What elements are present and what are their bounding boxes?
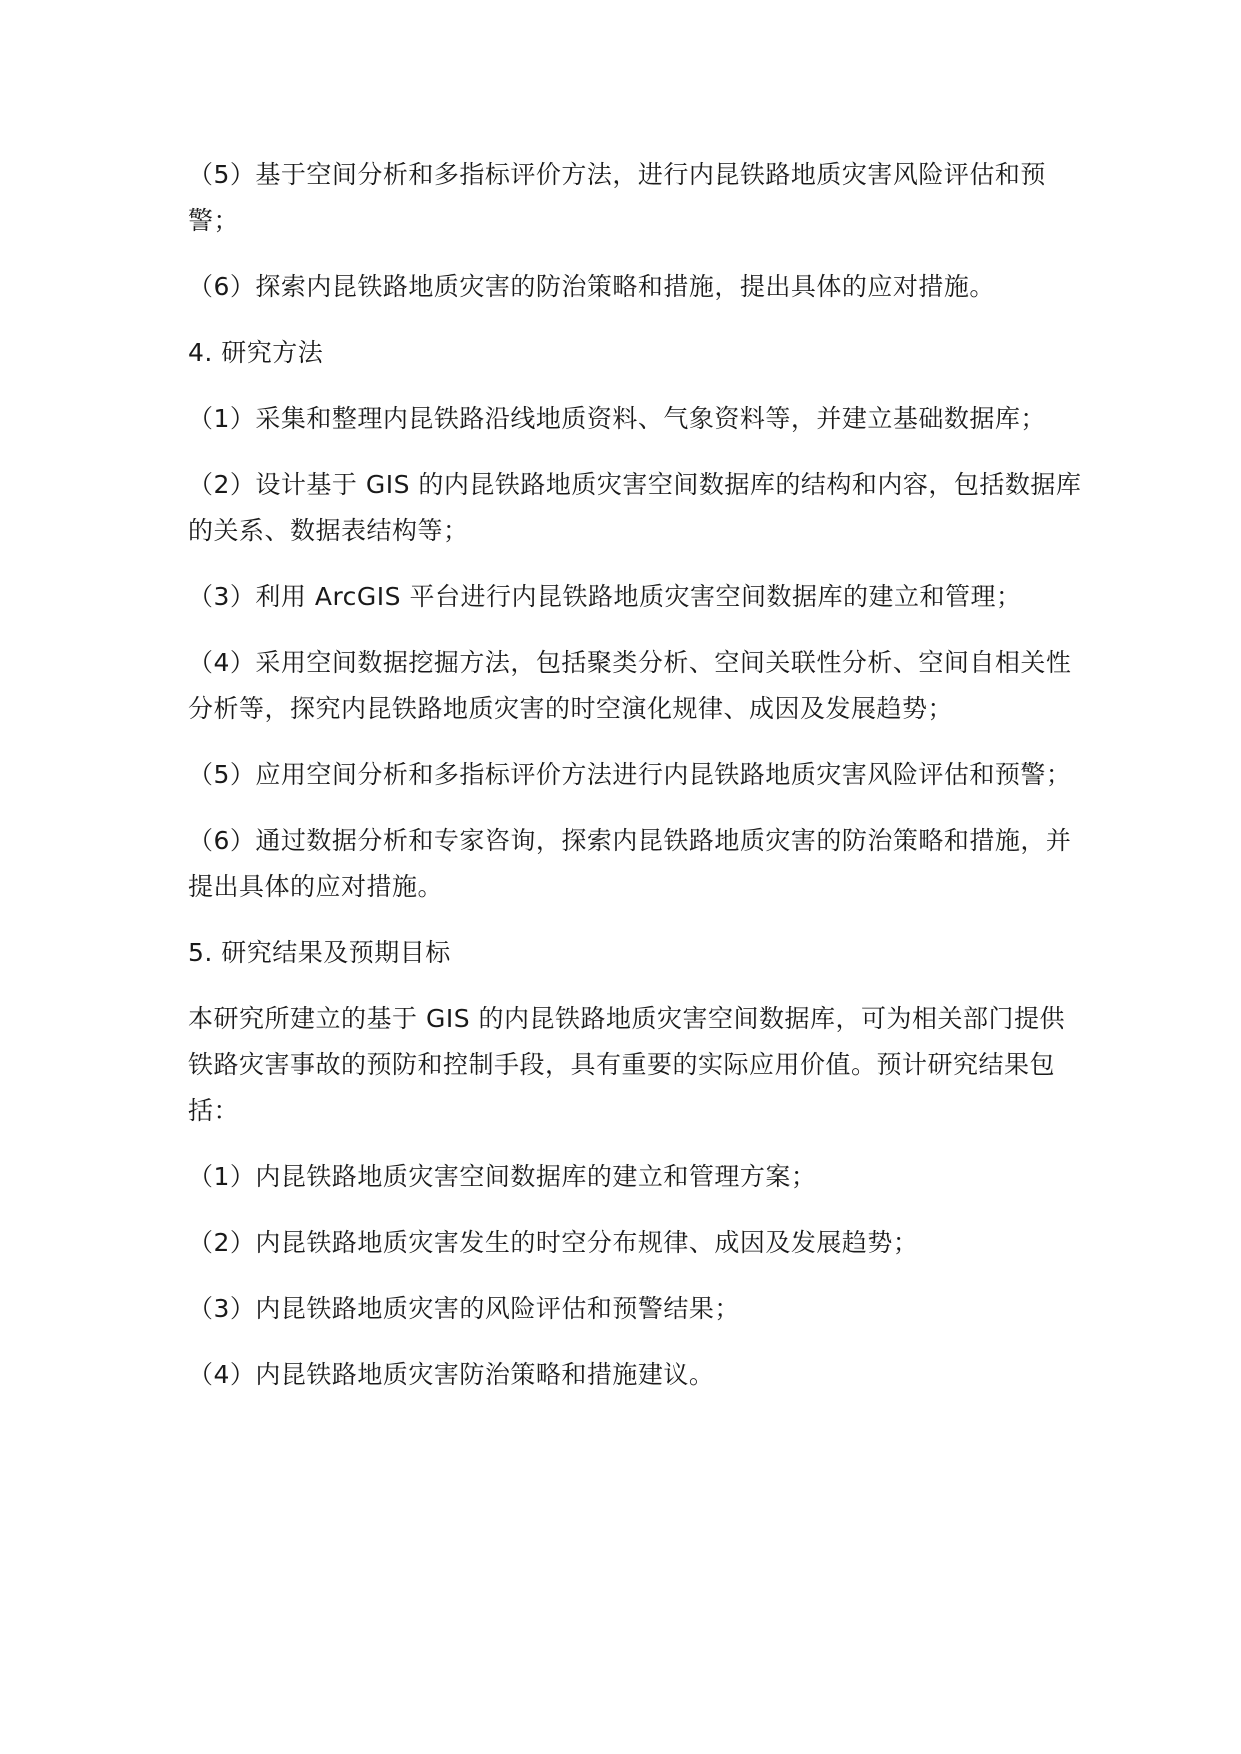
list-item: （2）设计基于 GIS 的内昆铁路地质灾害空间数据库的结构和内容，包括数据库的关系、数据表结构等；	[188, 470, 1082, 545]
section-heading: 4. 研究方法	[188, 338, 324, 367]
list-item: （6）通过数据分析和专家咨询，探索内昆铁路地质灾害的防治策略和措施，并提出具体的应对措施。	[188, 826, 1072, 901]
list-item: （5）基于空间分析和多指标评价方法，进行内昆铁路地质灾害风险评估和预警；	[188, 160, 1046, 235]
list-item: （1）内昆铁路地质灾害空间数据库的建立和管理方案；	[188, 1162, 817, 1191]
list-item: （2）内昆铁路地质灾害发生的时空分布规律、成因及发展趋势；	[188, 1228, 919, 1257]
list-item: （6）探索内昆铁路地质灾害的防治策略和措施，提出具体的应对措施。	[188, 272, 995, 301]
list-item: （3）内昆铁路地质灾害的风险评估和预警结果；	[188, 1294, 740, 1323]
list-item: （1）采集和整理内昆铁路沿线地质资料、气象资料等，并建立基础数据库；	[188, 404, 1046, 433]
body-paragraph: 本研究所建立的基于 GIS 的内昆铁路地质灾害空间数据库，可为相关部门提供铁路灾害事故的预防和控制手段，具有重要的实际应用价值。预计研究结果包括：	[188, 1004, 1066, 1125]
document-body	[188, 152, 1088, 1418]
list-item: （5）应用空间分析和多指标评价方法进行内昆铁路地质灾害风险评估和预警；	[188, 760, 1072, 789]
section-heading: 5. 研究结果及预期目标	[188, 938, 451, 967]
list-item: （4）采用空间数据挖掘方法，包括聚类分析、空间关联性分析、空间自相关性分析等，探究内昆铁路地质灾害的时空演化规律、成因及发展趋势；	[188, 648, 1072, 723]
list-item: （4）内昆铁路地质灾害防治策略和措施建议。	[188, 1360, 715, 1389]
list-item: （3）利用 ArcGIS 平台进行内昆铁路地质灾害空间数据库的建立和管理；	[188, 582, 1022, 611]
